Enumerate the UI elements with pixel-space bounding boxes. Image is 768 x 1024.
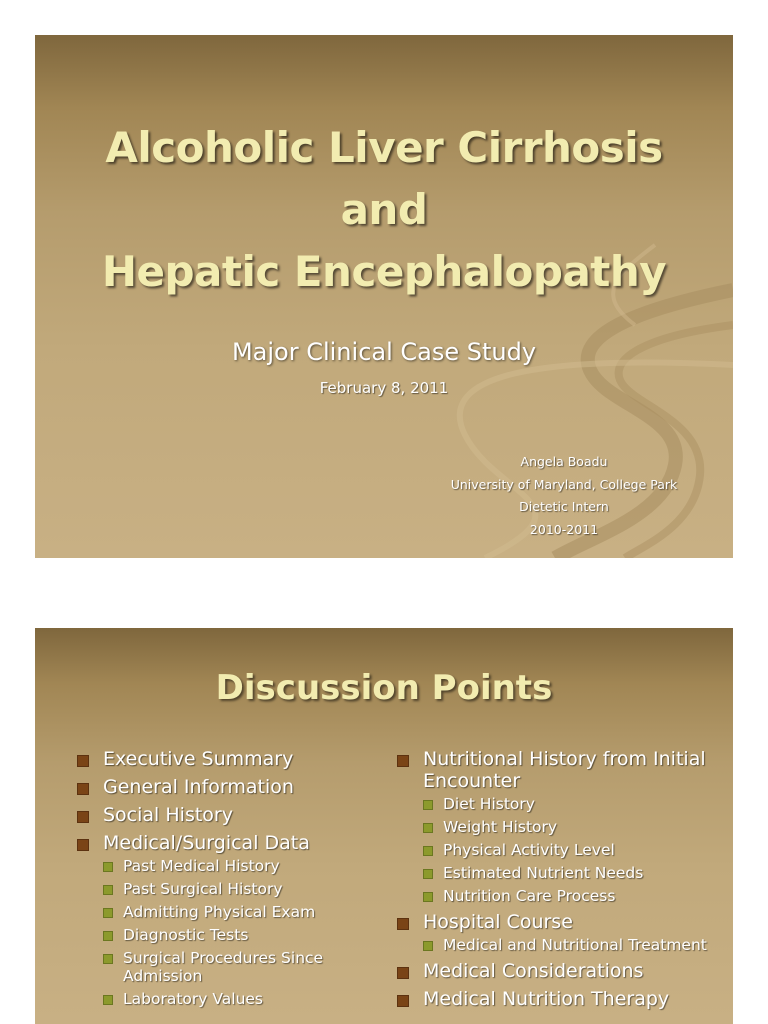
list-item-label: Medical Considerations [423, 960, 644, 982]
small-square-bullet-icon [103, 908, 113, 918]
sub-list-item-label: Nutrition Care Process [443, 887, 616, 905]
list-item [77, 804, 377, 826]
list-item-label: General Information [103, 776, 294, 798]
sub-list-item [423, 795, 727, 813]
sub-list-item-label: Diet History [443, 795, 535, 813]
title-line: and [340, 185, 428, 234]
sub-list-item-label: Surgical Procedures Since Admission [123, 949, 324, 985]
title-slide [35, 35, 733, 558]
square-bullet-icon [77, 839, 89, 851]
small-square-bullet-icon [423, 869, 433, 879]
slide-title [35, 117, 733, 303]
list-item-label: Social History [103, 804, 233, 826]
list-item [397, 748, 727, 905]
bullet-list-right [397, 748, 727, 1010]
sub-list [103, 857, 377, 1008]
list-item [397, 911, 727, 954]
square-bullet-icon [77, 811, 89, 823]
sub-list-item-label: Weight History [443, 818, 558, 836]
title-line: Alcoholic Liver Cirrhosis [105, 123, 663, 172]
list-item-label: Executive Summary [103, 748, 294, 770]
sub-list-item [423, 864, 727, 882]
sub-list-item [103, 857, 377, 875]
small-square-bullet-icon [423, 846, 433, 856]
author-block [415, 451, 713, 541]
author-years: 2010-2011 [529, 521, 599, 537]
sub-list [423, 795, 727, 905]
sub-list-item [103, 990, 377, 1008]
sub-list-item-label: Diagnostic Tests [123, 926, 249, 944]
list-item-label: Nutritional History from Initial Encounter [423, 748, 706, 792]
sub-list-item-label: Physical Activity Level [443, 841, 615, 859]
sub-list-item [103, 926, 377, 944]
sub-list-item [103, 880, 377, 898]
list-item [77, 776, 377, 798]
list-item [397, 960, 727, 982]
sub-list-item [423, 887, 727, 905]
small-square-bullet-icon [103, 885, 113, 895]
list-item-label: Medical/Surgical Data [103, 832, 310, 854]
sub-list-item-label: Past Surgical History [123, 880, 283, 898]
sub-list-item-label: Medical and Nutritional Treatment [443, 936, 707, 954]
sub-list-item [423, 841, 727, 859]
discussion-slide [35, 628, 733, 1024]
author-role: Dietetic Intern [519, 499, 609, 514]
square-bullet-icon [77, 755, 89, 767]
small-square-bullet-icon [423, 941, 433, 951]
list-item-label: Medical Nutrition Therapy [423, 988, 670, 1010]
left-column [77, 748, 377, 1014]
square-bullet-icon [397, 967, 409, 979]
sub-list-item [423, 818, 727, 836]
sub-list-item-label: Laboratory Values [123, 990, 263, 1008]
small-square-bullet-icon [103, 954, 113, 964]
bullet-list-left [77, 748, 377, 1008]
sub-list [423, 936, 727, 954]
sub-list-item [423, 936, 727, 954]
small-square-bullet-icon [103, 862, 113, 872]
small-square-bullet-icon [103, 995, 113, 1005]
sub-list-item-label: Estimated Nutrient Needs [443, 864, 644, 882]
sub-list-item-label: Admitting Physical Exam [123, 903, 316, 921]
square-bullet-icon [77, 783, 89, 795]
sub-list-item [103, 949, 377, 985]
author-institution: University of Maryland, College Park [450, 476, 678, 492]
title-line: Hepatic Encephalopathy [101, 247, 667, 296]
small-square-bullet-icon [103, 931, 113, 941]
list-item [397, 988, 727, 1010]
sub-list-item-label: Past Medical History [123, 857, 280, 875]
list-item [77, 748, 377, 770]
small-square-bullet-icon [423, 800, 433, 810]
presentation-date: February 8, 2011 [319, 379, 449, 397]
square-bullet-icon [397, 918, 409, 930]
slide-title: Discussion Points [215, 668, 553, 708]
right-column [397, 748, 727, 1016]
slide-subtitle: Major Clinical Case Study [231, 338, 537, 366]
author-name: Angela Boadu [520, 454, 608, 469]
square-bullet-icon [397, 755, 409, 767]
small-square-bullet-icon [423, 892, 433, 902]
square-bullet-icon [397, 995, 409, 1007]
list-item [77, 832, 377, 1008]
sub-list-item [103, 903, 377, 921]
small-square-bullet-icon [423, 823, 433, 833]
list-item-label: Hospital Course [423, 911, 573, 933]
